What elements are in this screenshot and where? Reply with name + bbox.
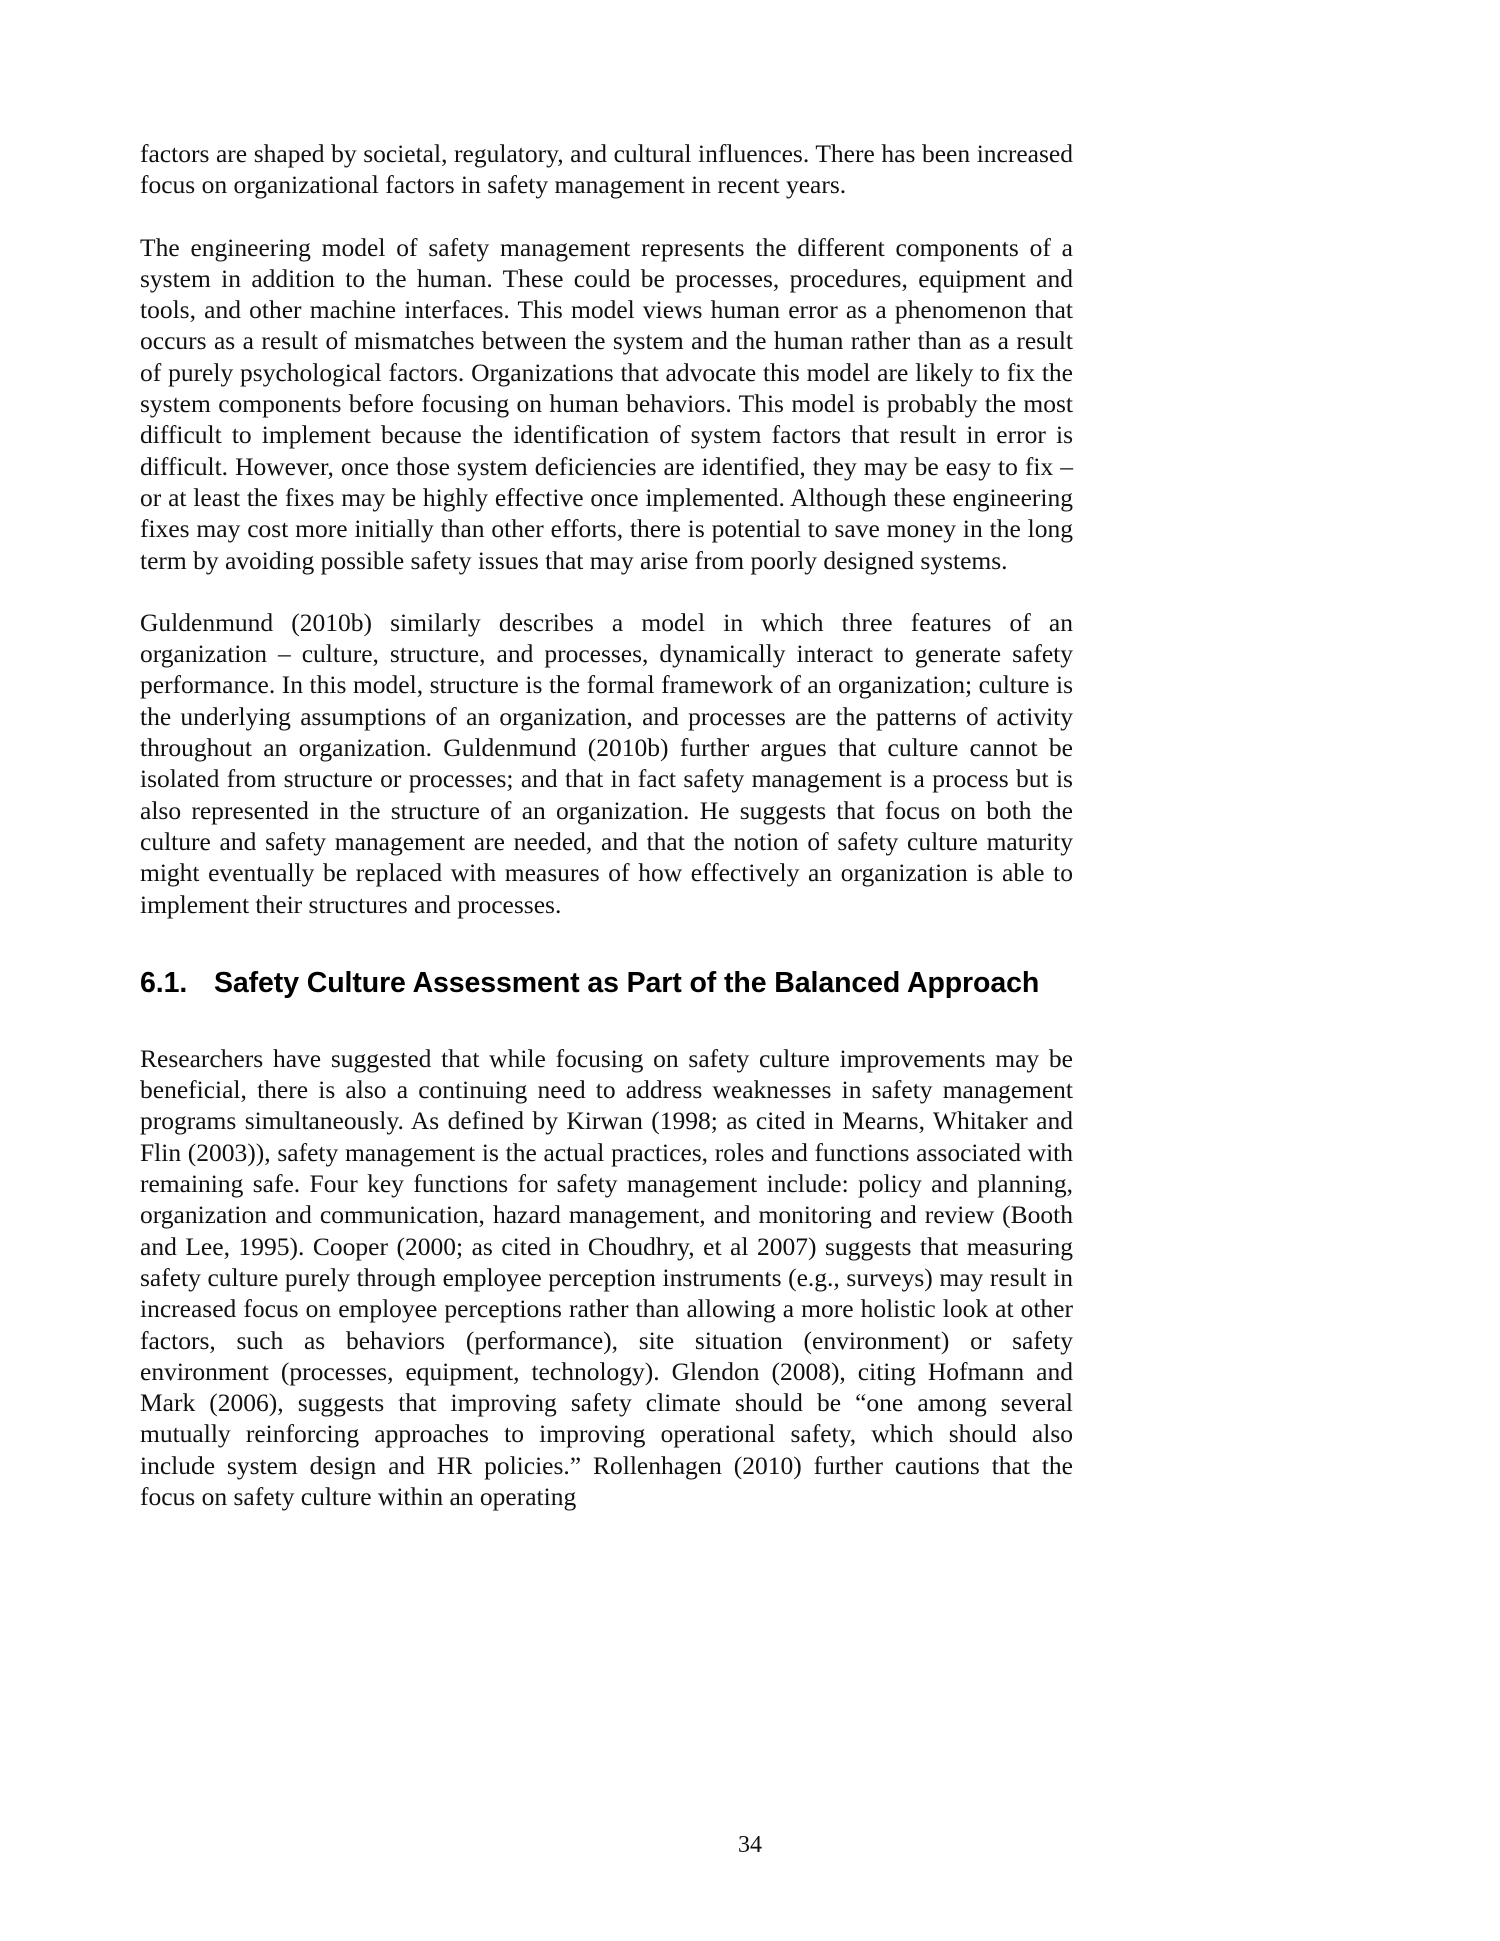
heading-spacer-top (140, 920, 1073, 965)
page-content (140, 138, 1073, 1512)
heading-spacer-bottom (140, 1001, 1073, 1043)
paragraph-societal-factors: factors are shaped by societal, regulatory, and cultural influences. There has been increased focus on organizational factors in safety management in recent years. (140, 139, 1073, 200)
paragraph-guldenmund: Guldenmund (2010b) similarly describes a model in which three features of an organization – culture, structure, and processes, dynamically interact to generate safety performance. In this model, structure is the formal framework of an organization; culture is the underlying assumptions of an organization, and processes are the patterns of activity throughout an organization. Guldenmund (2010b) further argues that culture cannot be isolated from structure or processes; and that in fact safety management is a process but is also represented in the structure of an organization. He suggests that focus on both the culture and safety management are needed, and that the notion of safety culture maturity might eventually be replaced with measures of how effectively an organization is able to implement their structures and processes. (140, 607, 1073, 919)
page-number: 34 (738, 1832, 762, 1858)
section-title: Safety Culture Assessment as Part of the Balanced Approach (214, 966, 1040, 999)
paragraph-engineering-model: The engineering model of safety management represents the different components of a system in addition to the human. These could be processes, procedures, equipment and tools, and other machine interfaces. This model views human error as a phenomenon that occurs as a result of mismatches between the system and the human rather than as a result of purely psychological factors. Organizations that advocate this model are likely to fix the system components before focusing on human behaviors. This model is probably the most difficult to implement because the identification of system factors that result in error is difficult. However, once those system deficiencies are identified, they may be easy to fix – or at least the fixes may be highly effective once implemented. Although these engineering fixes may cost more initially than other efforts, there is potential to save money in the long term by avoiding possible safety issues that may arise from poorly designed systems. (140, 232, 1073, 575)
section-number: 6.1. (140, 966, 188, 999)
paragraph-spacer (140, 576, 1073, 607)
section-heading (140, 965, 1073, 1001)
paragraph-researchers-balanced: Researchers have suggested that while focusing on safety culture improvements may be beneficial, there is also a continuing need to address weaknesses in safety management programs simultaneously. As defined by Kirwan (1998; as cited in Mearns, Whitaker and Flin (2003)), safety management is the actual practices, roles and functions associated with remaining safe. Four key functions for safety management include: policy and planning, organization and communication, hazard management, and monitoring and review (Booth and Lee, 1995). Cooper (2000; as cited in Choudhry, et al 2007) suggests that measuring safety culture purely through employee perception instruments (e.g., surveys) may result in increased focus on employee perceptions rather than allowing a more holistic look at other factors, such as behaviors (performance), site situation (environment) or safety environment (processes, equipment, technology). Glendon (2008), citing Hofmann and Mark (2006), suggests that improving safety climate should be “one among several mutually reinforcing approaches to improving operational safety, which should also include system design and HR policies.” Rollenhagen (2010) further cautions that the focus on safety culture within an operating (140, 1043, 1073, 1511)
paragraph-spacer (140, 201, 1073, 232)
